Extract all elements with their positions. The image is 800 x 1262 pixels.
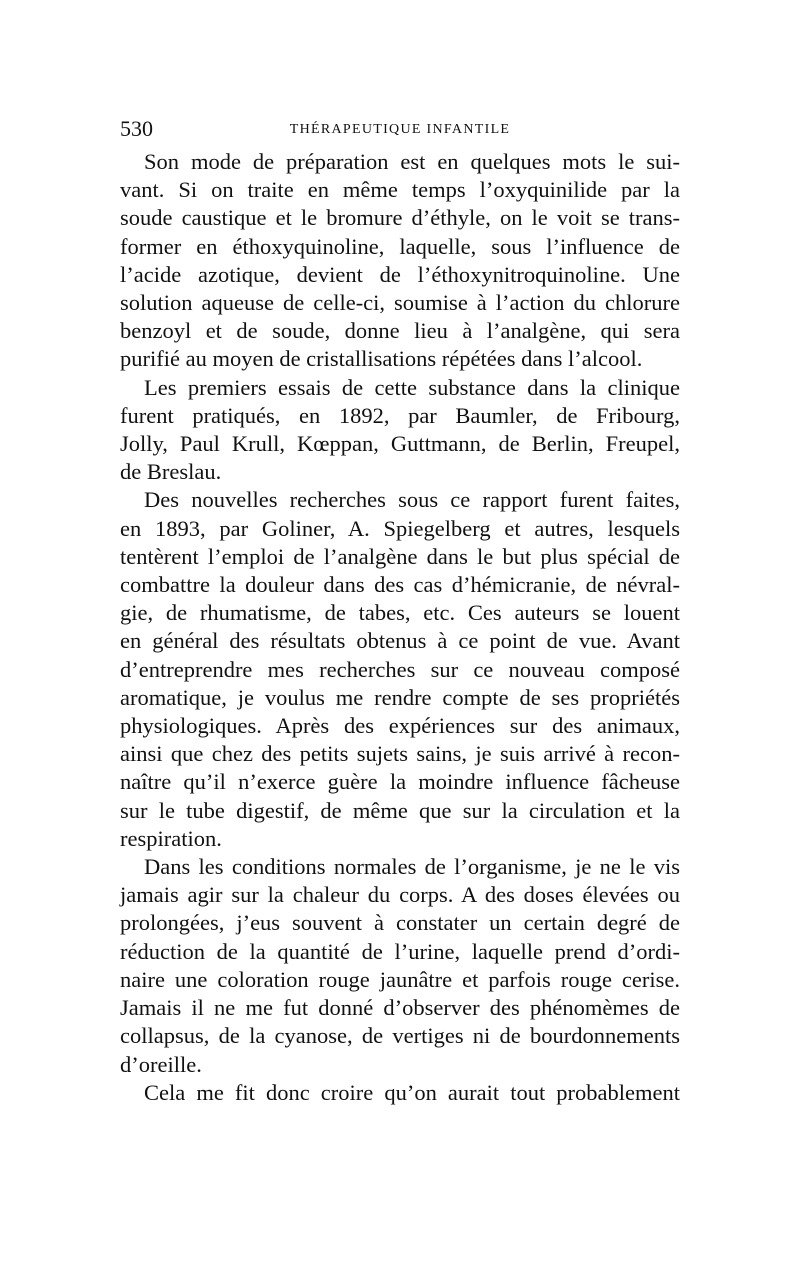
text-line: d’entreprendre mes recherches sur ce nouveau composé bbox=[120, 656, 680, 682]
text-line: Son mode de préparation est en quelques mots le sui- bbox=[144, 149, 680, 174]
text-line: gie, de rhumatisme, de tabes, etc. Ces auteurs se louent bbox=[120, 600, 680, 626]
running-title: THÉRAPEUTIQUE INFANTILE bbox=[289, 122, 511, 137]
text-line: Les premiers essais de cette substance dans la clinique bbox=[144, 374, 680, 400]
body-text bbox=[120, 148, 680, 1107]
paragraph bbox=[120, 853, 680, 1079]
paragraph bbox=[120, 374, 680, 487]
text-line: Dans les conditions normales de l’organisme, je ne le vis bbox=[144, 854, 680, 880]
page-number: 530 bbox=[120, 116, 153, 141]
text-line: Jamais il ne me fut donné d’observer des phénomèmes de bbox=[120, 995, 680, 1021]
text-line: réduction de la quantité de l’urine, laquelle prend d’ordi- bbox=[120, 938, 680, 964]
text-line: d’oreille. bbox=[120, 1051, 202, 1077]
text-line: combattre la douleur dans des cas d’hémicranie, de névral- bbox=[120, 572, 680, 598]
text-line: Cela me fit donc croire qu’on aurait tout probablement bbox=[144, 1079, 680, 1105]
text-line: solution aqueuse de celle-ci, soumise à l’action du chlorure bbox=[120, 290, 680, 316]
text-line: Jolly, Paul Krull, Kœppan, Guttmann, de Berlin, Freupel, bbox=[120, 431, 680, 457]
paragraph bbox=[120, 486, 680, 853]
text-line: de Breslau. bbox=[120, 459, 222, 485]
text-line: prolongées, j’eus souvent à constater un certain degré de bbox=[120, 910, 680, 936]
text-line: jamais agir sur la chaleur du corps. A des doses élevées ou bbox=[120, 882, 680, 908]
text-line: benzoyl et de soude, donne lieu à l’analgène, qui sera bbox=[120, 318, 680, 344]
text-line: physiologiques. Après des expériences sur des animaux, bbox=[120, 713, 680, 739]
text-line: vant. Si on traite en même temps l’oxyquinilide par la bbox=[120, 177, 680, 203]
page-header bbox=[120, 114, 680, 144]
text-line: soude caustique et le bromure d’éthyle, on le voit se trans- bbox=[120, 205, 680, 231]
text-line: aromatique, je voulus me rendre compte de ses propriétés bbox=[120, 684, 680, 710]
text-line: sur le tube digestif, de même que sur la circulation et la bbox=[120, 797, 680, 823]
text-line: ainsi que chez des petits sujets sains, je suis arrivé à recon- bbox=[120, 741, 680, 767]
text-line: furent pratiqués, en 1892, par Baumler, de Fribourg, bbox=[120, 402, 680, 428]
text-line: respiration. bbox=[120, 825, 222, 851]
text-line: tentèrent l’emploi de l’analgène dans le but plus spécial de bbox=[120, 543, 680, 569]
text-line: en général des résultats obtenus à ce point de vue. Avant bbox=[120, 628, 680, 654]
paragraph bbox=[120, 1079, 680, 1107]
text-line: collapsus, de la cyanose, de vertiges ni de bourdonnements bbox=[120, 1023, 680, 1049]
text-line: Des nouvelles recherches sous ce rapport furent faites, bbox=[144, 487, 680, 513]
text-line: naître qu’il n’exerce guère la moindre influence fâcheuse bbox=[120, 769, 680, 795]
paragraph bbox=[120, 148, 680, 374]
text-line: en 1893, par Goliner, A. Spiegelberg et autres, lesquels bbox=[120, 515, 680, 541]
text-line: l’acide azotique, devient de l’éthoxynitroquinoline. Une bbox=[120, 261, 680, 287]
text-line: purifié au moyen de cristallisations répétées dans l’alcool. bbox=[120, 346, 643, 372]
text-line: former en éthoxyquinoline, laquelle, sous l’influence de bbox=[120, 233, 680, 259]
text-line: naire une coloration rouge jaunâtre et parfois rouge cerise. bbox=[120, 966, 680, 992]
